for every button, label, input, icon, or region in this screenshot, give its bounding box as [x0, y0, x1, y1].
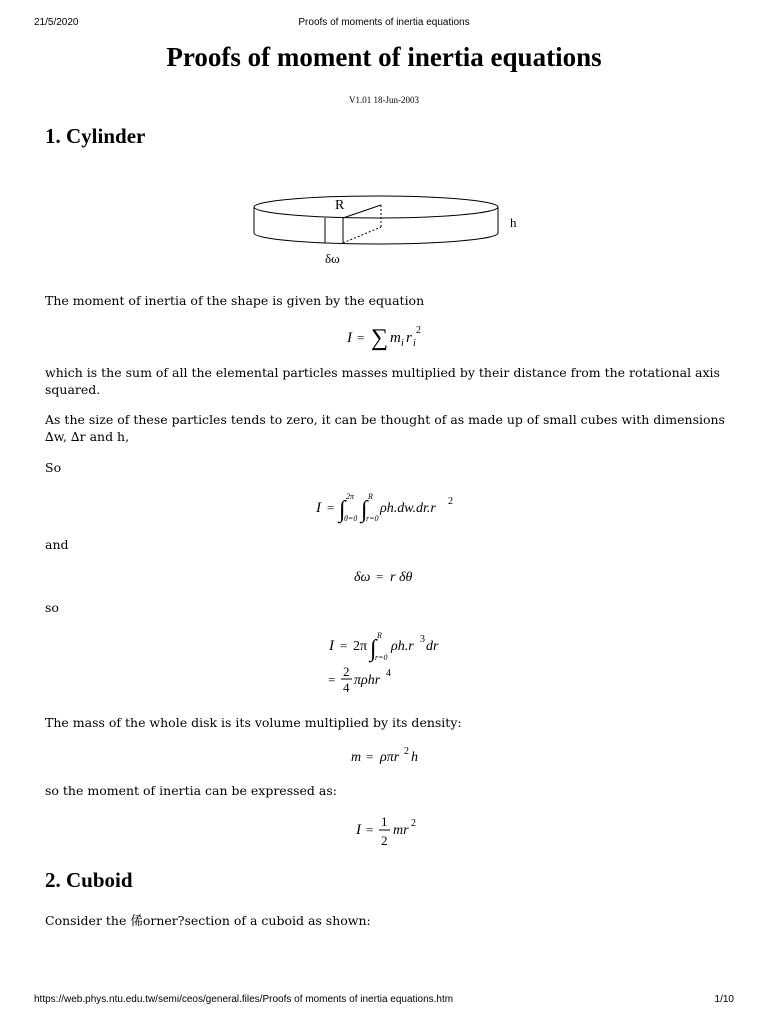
document-version: V1.01 18-Jun-2003 — [349, 95, 419, 105]
svg-text:2π: 2π — [346, 492, 355, 501]
svg-text:r: r — [406, 330, 412, 346]
paragraph-7: The mass of the whole disk is its volume multiplied by its density: — [45, 715, 462, 730]
radius-label: R — [335, 198, 345, 213]
page-header — [0, 17, 768, 31]
equation-mass — [0, 746, 768, 768]
svg-text:r=0: r=0 — [375, 653, 388, 662]
svg-text:2: 2 — [411, 818, 416, 829]
svg-text:2: 2 — [448, 496, 453, 507]
svg-text:I: I — [347, 330, 352, 346]
svg-text:2: 2 — [381, 833, 388, 848]
svg-text:2: 2 — [404, 746, 409, 757]
svg-text:=: = — [327, 500, 335, 515]
svg-text:I: I — [356, 822, 361, 838]
svg-text:1: 1 — [381, 814, 388, 829]
svg-text:2: 2 — [416, 325, 421, 336]
svg-text:r δθ: r δθ — [390, 570, 413, 585]
svg-text:θ=0: θ=0 — [344, 514, 358, 523]
paragraph-4: So — [45, 460, 62, 475]
svg-text:R: R — [368, 492, 373, 501]
paragraph-8: so the moment of inertia can be expressed as: — [45, 783, 337, 798]
paragraph-9: Consider the 俙orner?section of a cuboid as shown: — [45, 913, 371, 928]
section-heading-cylinder: 1. Cylinder — [45, 124, 146, 148]
paragraph-3: As the size of these particles tends to zero, it can be thought of as made up of small cubes with dimensions ∆w, ∆r and h, — [45, 412, 725, 444]
element-label: δω — [325, 251, 340, 266]
svg-text:I: I — [316, 500, 321, 516]
svg-text:ρπr: ρπr — [380, 750, 400, 765]
paragraph-5: and — [45, 537, 69, 552]
svg-text:∫: ∫ — [370, 636, 377, 662]
svg-text:=: = — [376, 569, 384, 584]
svg-text:m: m — [390, 330, 401, 346]
svg-text:4: 4 — [343, 680, 350, 695]
svg-text:∑: ∑ — [371, 325, 389, 351]
svg-text:=: = — [366, 822, 374, 837]
equation-delta-omega — [0, 566, 768, 588]
svg-text:2π: 2π — [353, 639, 368, 654]
svg-text:R: R — [377, 631, 382, 640]
equation-double-integral — [0, 490, 768, 526]
svg-text:=: = — [328, 672, 336, 687]
svg-text:∫: ∫ — [339, 497, 346, 523]
svg-text:r=0: r=0 — [366, 514, 379, 523]
svg-text:dr: dr — [426, 639, 439, 654]
svg-text:I: I — [329, 638, 334, 654]
equation-integral-result — [0, 628, 768, 698]
document-title: Proofs of moment of inertia equations — [166, 42, 602, 72]
height-label: h — [510, 215, 517, 230]
paragraph-2: which is the sum of all the elemental particles masses multiplied by their distance from the rotational axis squared. — [45, 365, 720, 397]
svg-text:h: h — [411, 750, 418, 765]
svg-text:4: 4 — [386, 668, 391, 679]
svg-text:ρh.r: ρh.r — [391, 639, 414, 654]
svg-text:=: = — [366, 749, 374, 764]
section-heading-cuboid: 2. Cuboid — [45, 868, 133, 892]
cylinder-diagram — [245, 185, 535, 270]
footer-url: https://web.phys.ntu.edu.tw/semi/ceos/general.files/Proofs of moments of inertia equations.htm — [34, 994, 454, 1005]
svg-text:i: i — [413, 338, 416, 349]
svg-text:πρhr: πρhr — [354, 673, 381, 688]
svg-text:mr: mr — [393, 823, 409, 838]
svg-text:3: 3 — [420, 634, 425, 645]
header-date: 21/5/2020 — [34, 17, 79, 28]
svg-text:∫: ∫ — [361, 497, 368, 523]
svg-text:ρh.dw.dr.r: ρh.dw.dr.r — [380, 501, 436, 516]
svg-text:2: 2 — [343, 664, 350, 679]
svg-text:m: m — [351, 750, 362, 765]
footer-page-number: 1/10 — [714, 994, 734, 1005]
svg-text:=: = — [357, 330, 365, 345]
svg-text:=: = — [340, 638, 348, 653]
svg-text:i: i — [401, 338, 404, 349]
page-footer — [0, 994, 768, 1008]
equation-final — [0, 812, 768, 852]
paragraph-6: so — [45, 600, 59, 615]
paragraph-1: The moment of inertia of the shape is given by the equation — [45, 293, 425, 308]
equation-sum — [0, 322, 768, 352]
svg-text:δω: δω — [354, 570, 371, 585]
header-title: Proofs of moments of inertia equations — [298, 17, 470, 28]
